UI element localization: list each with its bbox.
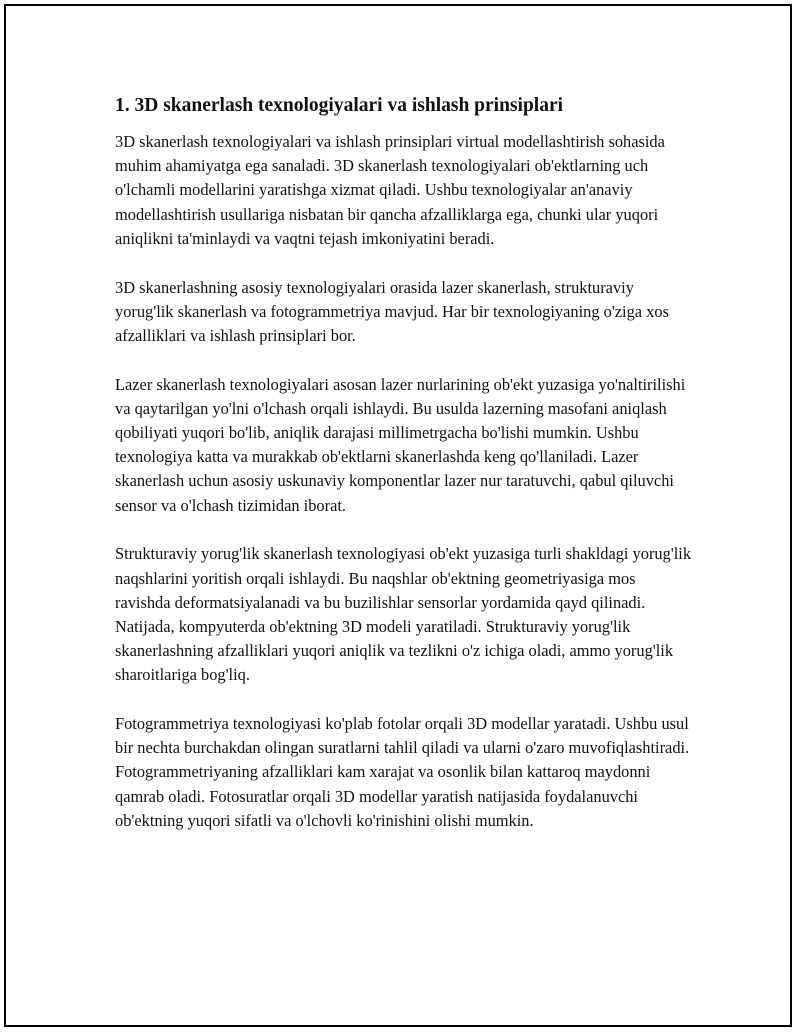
paragraph-structured-light: Strukturaviy yorug'lik skanerlash texnologiyasi ob'ekt yuzasiga turli shakldagi yorug'lik naqshlarini yoritish orqali ishlaydi. Bu naqshlar ob'ektning geometriyasiga mos ravishda deformatsiyalanadi va bu buzilishlar sensorlar yordamida qayd qilinadi. Natijada, kompyuterda ob'ektning 3D modeli yaratiladi. Strukturaviy yorug'lik skanerlashning afzalliklari yuqori aniqlik va tezlikni o'z ichiga oladi, ammo yorug'lik sharoitlariga bog'liq.: [115, 544, 692, 685]
document-body: [115, 93, 695, 858]
paragraph-main-technologies: 3D skanerlashning asosiy texnologiyalari orasida lazer skanerlash, strukturaviy yorug'lik skanerlash va fotogrammetriya mavjud. Har bir texnologiyaning o'ziga xos afzalliklari va ishlash prinsiplari bor.: [115, 277, 669, 345]
section-heading: 1. 3D skanerlash texnologiyalari va ishlash prinsiplari: [115, 95, 564, 116]
paragraph-photogrammetry: Fotogrammetriya texnologiyasi ko'plab fotolar orqali 3D modellar yaratadi. Ushbu usul bir nechta burchakdan olingan suratlarni tahlil qiladi va ularni o'zaro muvofiqlashtiradi. Fotogrammetriyaning afzalliklari kam xarajat va osonlik bilan kattaroq maydonni qamrab oladi. Fotosuratlar orqali 3D modellar yaratish natijasida foydalanuvchi ob'ektning yuqori sifatli va o'lchovli ko'rinishini olishi mumkin.: [115, 714, 690, 830]
paragraph-intro: 3D skanerlash texnologiyalari va ishlash prinsiplari virtual modellashtirish sohasida muhim ahamiyatga ega sanaladi. 3D skanerlash texnologiyalari ob'ektlarning uch o'lchamli modellarini yaratishga xizmat qiladi. Ushbu texnologiyalar an'anaviy modellashtirish usullariga nisbatan bir qancha afzalliklarga ega, chunki ular yuqori aniqlikni ta'minlaydi va vaqtni tejash imkoniyatini beradi.: [115, 132, 665, 248]
paragraph-laser-scanning: Lazer skanerlash texnologiyalari asosan lazer nurlarining ob'ekt yuzasiga yo'naltirilishi va qaytarilgan yo'lni o'lchash orqali ishlaydi. Bu usulda lazerning masofani aniqlash qobiliyati yuqori bo'lib, aniqlik darajasi millimetrgacha bo'lishi mumkin. Ushbu texnologiya katta va murakkab ob'ektlarni skanerlashda keng qo'llaniladi. Lazer skanerlash uchun asosiy uskunaviy komponentlar lazer nur taratuvchi, qabul qiluvchi sensor va o'lchash tizimidan iborat.: [115, 374, 686, 515]
